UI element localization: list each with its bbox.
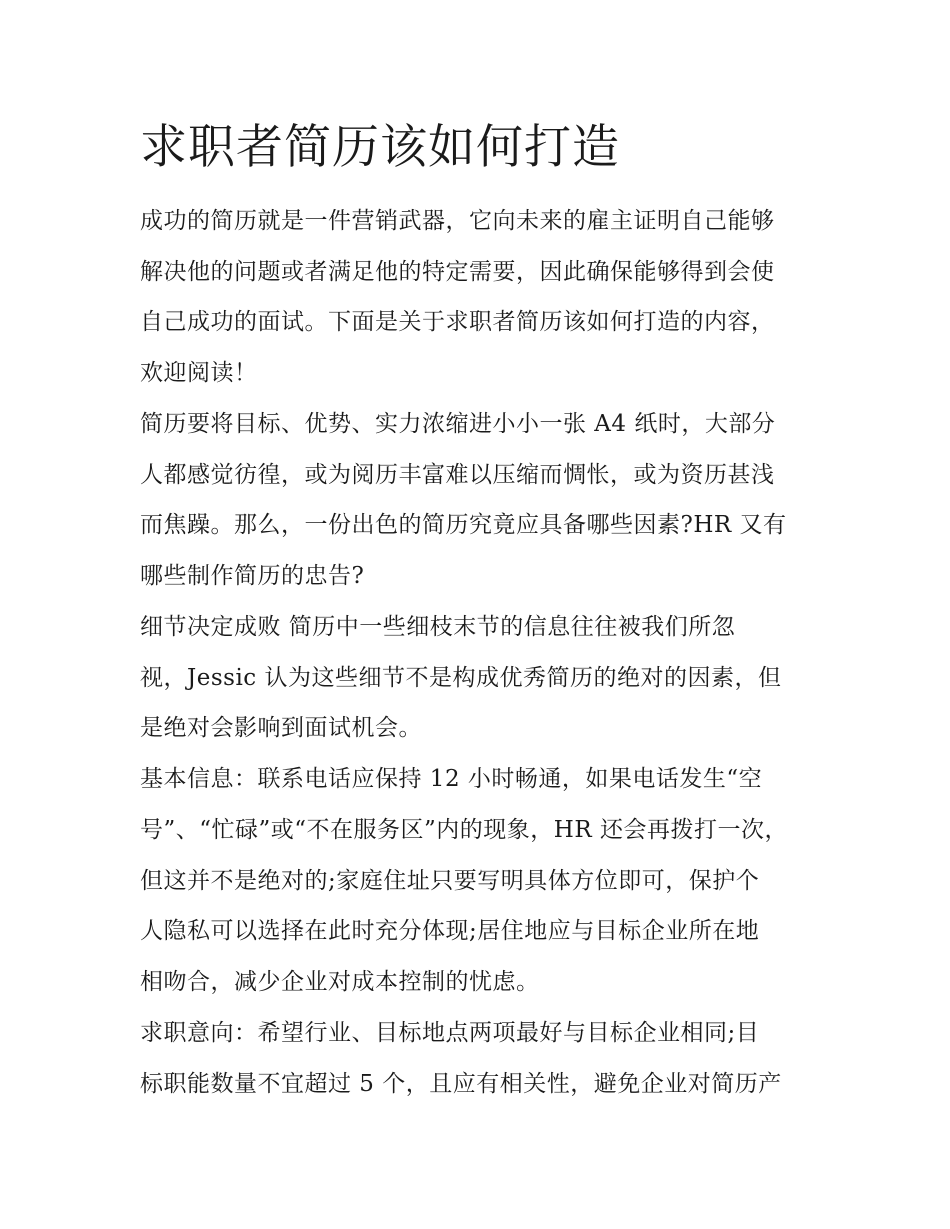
page-title: 求职者简历该如何打造 xyxy=(140,120,620,175)
body-line: 标职能数量不宜超过 5 个，且应有相关性，避免企业对简历产 xyxy=(140,1071,782,1097)
body-line: 欢迎阅读！ xyxy=(140,360,258,386)
body-line: 但这并不是绝对的;家庭住址只要写明具体方位即可，保护个 xyxy=(140,868,760,894)
body-line: 简历要将目标、优势、实力浓缩进小小一张 A4 纸时，大部分 xyxy=(140,411,776,437)
body-line: 是绝对会影响到面试机会。 xyxy=(140,715,422,741)
body-line: 求职意向：希望行业、目标地点两项最好与目标企业相同;目 xyxy=(140,1020,760,1046)
body-line: 基本信息：联系电话应保持 12 小时畅通，如果电话发生“空 xyxy=(140,766,763,792)
body-line: 人都感觉彷徨，或为阅历丰富难以压缩而惆怅，或为资历甚浅 xyxy=(140,462,775,488)
body-line: 视，Jessic 认为这些细节不是构成优秀简历的绝对的因素，但 xyxy=(140,665,782,691)
body-line: 相吻合，减少企业对成本控制的忧虑。 xyxy=(140,969,540,995)
body-line: 细节决定成败 简历中一些细枝末节的信息往往被我们所忽 xyxy=(140,614,736,640)
body-line: 自己成功的面试。下面是关于求职者简历该如何打造的内容， xyxy=(140,309,775,335)
body-line: 号”、“忙碌”或“不在服务区”内的现象，HR 还会再拨打一次， xyxy=(140,817,788,843)
body-line: 成功的简历就是一件营销武器，它向未来的雇主证明自己能够 xyxy=(140,208,775,234)
body-line: 解决他的问题或者满足他的特定需要，因此确保能够得到会使 xyxy=(140,259,775,285)
body-line: 而焦躁。那么，一份出色的简历究竟应具备哪些因素?HR 又有 xyxy=(140,512,787,538)
body-line: 哪些制作简历的忠告? xyxy=(140,563,365,589)
body-line: 人隐私可以选择在此时充分体现;居住地应与目标企业所在地 xyxy=(140,918,760,944)
